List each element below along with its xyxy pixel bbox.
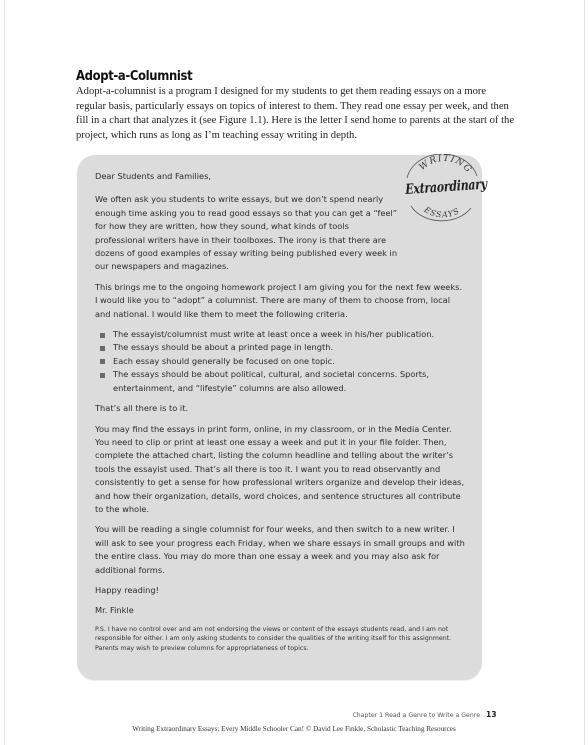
- letter-paragraph-2: This brings me to the ongoing homework project I am giving you for the next few weeks. I would like you to “adopt” a columnist. There are many of them to choose from, local and national. I would like them to meet the following criteria.: [95, 281, 463, 319]
- footer-chapter-label: Chapter 1 Read a Genre to Write a Genre: [352, 712, 480, 719]
- badge-bottom-text: ESSAYS: [422, 205, 462, 220]
- letter-paragraph-1: We often ask you students to write essays, but we don’t spend nearly enough time asking you to read good essays so that you can get a “feel” for how they are written, how they sound, what kinds of tools professional writers have in their toolboxes. The irony is that there are dozens of good examples of essay writing being published every week in our newspapers and magazines.: [95, 194, 398, 272]
- criteria-text: The essayist/columnist must write at least once a week in his/her publication.: [113, 329, 435, 340]
- badge-top-text: WRITING: [417, 154, 474, 176]
- letter-closing: Happy reading!: [95, 584, 159, 595]
- letter-paragraph-4: You may find the essays in print form, online, in my classroom, or in the Media Center. You need to clip or print at least one essay a week and put it in your file folder. Then, complete the attached chart, listing the column headline and telling about the writer’s tools the essayist used. That’s all there is too it. I want you to read observantly and consistently to get a sense for how professional writers organize and develop their ideas, and how their organization, details, word choices, and sentence structures all contribute to the whole.: [95, 423, 465, 514]
- bullet-square-icon: [100, 359, 105, 364]
- criteria-item: [95, 355, 465, 368]
- bullet-square-icon: [100, 373, 105, 378]
- intro-paragraph: Adopt-a-columnist is a program I designed for my students to get them reading essays on a more regular basis, particularly essays on topics of interest to them. They read one essay per week, and then fill in a chart that analyzes it (see Figure 1.1). Here is the letter I send home to parents at the start of the project, which runs as long as I’m teaching essay writing in depth.: [76, 86, 515, 141]
- footer-credit: Writing Extraordinary Essays: Every Middle Schooler Can! © David Lee Finkle, Scholastic Teaching Resources: [132, 725, 456, 733]
- bullet-square-icon: [100, 333, 105, 338]
- criteria-item: [95, 368, 465, 395]
- parent-letter: [95, 170, 465, 660]
- letter-paragraph-5: You will be reading a single columnist for four weeks, and then switch to a new writer. I will ask to see your progress each Friday, when we share essays in small groups and with the entire class. You may do more than one essay a week and you may also ask for additional forms.: [95, 524, 465, 575]
- criteria-list: [95, 328, 465, 395]
- letter-salutation: Dear Students and Families,: [95, 171, 211, 181]
- badge-middle-text: Extraordinary: [405, 176, 488, 198]
- letter-paragraph-3: That’s all there is to it.: [95, 403, 189, 414]
- letter-signature: Mr. Finkle: [95, 605, 134, 616]
- criteria-text: Each essay should generally be focused on one topic.: [113, 355, 335, 366]
- criteria-item: [95, 341, 465, 354]
- criteria-text: The essays should be about a printed page in length.: [113, 342, 334, 353]
- bullet-square-icon: [100, 346, 105, 351]
- letter-postscript: P.S. I have no control over and am not endorsing the views or content of the essays students read, and I am not responsible for either. I am only asking students to consider the qualities of the writing itself for this assignment. Parents may wish to preview columns for appropriateness of topics.: [95, 625, 452, 652]
- footer-page-number: 13: [486, 710, 497, 719]
- section-title: Adopt-a-Columnist: [76, 68, 193, 84]
- criteria-text: The essays should be about political, cultural, and societal concerns. Sports, entertainment, and “lifestyle” columns are also allowed.: [113, 369, 429, 393]
- criteria-item: [95, 328, 465, 341]
